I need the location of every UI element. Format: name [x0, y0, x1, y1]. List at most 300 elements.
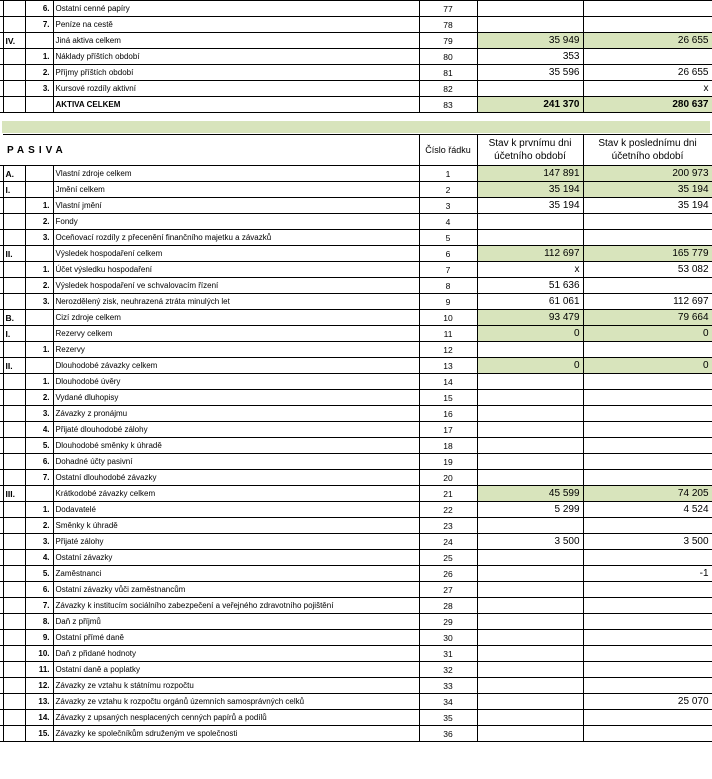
value-last-day [583, 374, 712, 390]
section-label [3, 534, 25, 550]
table-row [0, 486, 712, 502]
section-label [3, 230, 25, 246]
value-last-day: -1 [583, 566, 712, 582]
value-last-day [583, 49, 712, 65]
value-first-day [477, 518, 583, 534]
row-number: 10 [419, 310, 477, 326]
row-number: 21 [419, 486, 477, 502]
row-number: 29 [419, 614, 477, 630]
section-label [3, 662, 25, 678]
section-label [3, 1, 25, 17]
value-first-day [477, 550, 583, 566]
value-first-day: 353 [477, 49, 583, 65]
value-last-day [583, 598, 712, 614]
row-number: 16 [419, 406, 477, 422]
value-first-day: x [477, 262, 583, 278]
section-label [3, 646, 25, 662]
table-row [0, 550, 712, 566]
value-first-day: 35 194 [477, 182, 583, 198]
value-first-day [477, 710, 583, 726]
row-number: 77 [419, 1, 477, 17]
item-number: 4. [25, 422, 53, 438]
value-first-day [477, 470, 583, 486]
table-row [0, 646, 712, 662]
value-last-day [583, 406, 712, 422]
row-label: Ostatní daně a poplatky [53, 662, 419, 678]
row-label: Zaměstnanci [53, 566, 419, 582]
item-number: 7. [25, 17, 53, 33]
section-label [3, 598, 25, 614]
section-label [3, 518, 25, 534]
value-last-day: 25 070 [583, 694, 712, 710]
value-last-day: 0 [583, 358, 712, 374]
value-last-day [583, 454, 712, 470]
section-label [3, 614, 25, 630]
table-row [0, 17, 712, 33]
value-first-day [477, 726, 583, 742]
value-first-day: 0 [477, 358, 583, 374]
section-label: II. [3, 246, 25, 262]
value-last-day [583, 214, 712, 230]
row-label: Peníze na cestě [53, 17, 419, 33]
value-last-day [583, 438, 712, 454]
value-first-day [477, 454, 583, 470]
table-row [0, 678, 712, 694]
table-row [0, 230, 712, 246]
row-label: Jiná aktiva celkem [53, 33, 419, 49]
table-row [0, 582, 712, 598]
row-number: 13 [419, 358, 477, 374]
table-row [0, 310, 712, 326]
row-label: Závazky z upsaných nesplacených cenných papírů a podílů [53, 710, 419, 726]
table-row [0, 534, 712, 550]
row-number: 27 [419, 582, 477, 598]
section-label [3, 214, 25, 230]
section-label [3, 278, 25, 294]
value-last-day: 35 194 [583, 198, 712, 214]
value-first-day: 3 500 [477, 534, 583, 550]
value-first-day [477, 406, 583, 422]
table-row [0, 294, 712, 310]
value-last-day [583, 17, 712, 33]
row-number: 7 [419, 262, 477, 278]
item-number: 3. [25, 81, 53, 97]
row-label: Náklady příštích období [53, 49, 419, 65]
value-last-day: 4 524 [583, 502, 712, 518]
table-row [0, 374, 712, 390]
item-number: 4. [25, 550, 53, 566]
table-row [0, 470, 712, 486]
pasiva-header-row [0, 135, 712, 166]
value-last-day [583, 614, 712, 630]
row-number: 32 [419, 662, 477, 678]
row-number: 8 [419, 278, 477, 294]
row-label: Fondy [53, 214, 419, 230]
item-number: 9. [25, 630, 53, 646]
table-row [0, 502, 712, 518]
table-row [0, 81, 712, 97]
item-number: 13. [25, 694, 53, 710]
value-last-day: 53 082 [583, 262, 712, 278]
row-label: Přijaté dlouhodobé zálohy [53, 422, 419, 438]
value-first-day [477, 582, 583, 598]
row-number: 17 [419, 422, 477, 438]
value-last-day: 74 205 [583, 486, 712, 502]
item-number: 14. [25, 710, 53, 726]
section-label [3, 97, 25, 113]
section-label: III. [3, 486, 25, 502]
value-first-day [477, 598, 583, 614]
value-first-day [477, 438, 583, 454]
table-row [0, 694, 712, 710]
row-number: 81 [419, 65, 477, 81]
value-last-day: 26 655 [583, 65, 712, 81]
section-label [3, 470, 25, 486]
value-first-day [477, 342, 583, 358]
item-number: 2. [25, 278, 53, 294]
row-label: Výsledek hospodaření celkem [53, 246, 419, 262]
row-label: Daň z přidané hodnoty [53, 646, 419, 662]
table-row [0, 166, 712, 182]
item-number: 3. [25, 406, 53, 422]
section-label [3, 678, 25, 694]
value-first-day [477, 230, 583, 246]
value-last-day: 112 697 [583, 294, 712, 310]
row-number: 30 [419, 630, 477, 646]
value-first-day [477, 694, 583, 710]
item-number: 1. [25, 262, 53, 278]
header-row-number: Číslo řádku [419, 135, 477, 166]
table-row [0, 422, 712, 438]
table-row [0, 326, 712, 342]
row-number: 34 [419, 694, 477, 710]
row-label: AKTIVA CELKEM [53, 97, 419, 113]
table-row [0, 406, 712, 422]
row-label: Směnky k úhradě [53, 518, 419, 534]
section-separator [2, 121, 710, 133]
row-label: Závazky k institucím sociálního zabezpečení a veřejného zdravotního pojištění [53, 598, 419, 614]
value-last-day [583, 422, 712, 438]
table-row [0, 438, 712, 454]
value-last-day: 165 779 [583, 246, 712, 262]
table-row [0, 262, 712, 278]
table-row [0, 198, 712, 214]
value-first-day [477, 678, 583, 694]
value-last-day: 26 655 [583, 33, 712, 49]
value-last-day: x [583, 81, 712, 97]
value-last-day [583, 726, 712, 742]
item-number [25, 358, 53, 374]
value-last-day [583, 390, 712, 406]
item-number: 2. [25, 518, 53, 534]
value-first-day: 35 949 [477, 33, 583, 49]
row-number: 28 [419, 598, 477, 614]
header-last-day: Stav k poslednímu dni účetního období [583, 135, 712, 166]
value-last-day: 280 637 [583, 97, 712, 113]
section-label [3, 582, 25, 598]
table-row [0, 630, 712, 646]
section-label: I. [3, 182, 25, 198]
value-last-day: 200 973 [583, 166, 712, 182]
row-label: Dlouhodobé úvěry [53, 374, 419, 390]
row-label: Ostatní závazky [53, 550, 419, 566]
section-label: II. [3, 358, 25, 374]
value-first-day: 61 061 [477, 294, 583, 310]
row-label: Rezervy celkem [53, 326, 419, 342]
row-number: 9 [419, 294, 477, 310]
row-number: 4 [419, 214, 477, 230]
section-label [3, 81, 25, 97]
value-last-day: 35 194 [583, 182, 712, 198]
row-number: 11 [419, 326, 477, 342]
row-label: Ostatní závazky vůči zaměstnancům [53, 582, 419, 598]
row-number: 5 [419, 230, 477, 246]
section-label [3, 17, 25, 33]
item-number: 6. [25, 582, 53, 598]
section-label [3, 726, 25, 742]
row-label: Jmění celkem [53, 182, 419, 198]
value-last-day [583, 518, 712, 534]
row-number: 6 [419, 246, 477, 262]
value-first-day: 0 [477, 326, 583, 342]
row-number: 80 [419, 49, 477, 65]
table-row [0, 598, 712, 614]
row-number: 82 [419, 81, 477, 97]
row-number: 36 [419, 726, 477, 742]
section-label: I. [3, 326, 25, 342]
row-label: Výsledek hospodaření ve schvalovacím řízení [53, 278, 419, 294]
pasiva-title: PASIVA [3, 135, 419, 166]
value-first-day: 241 370 [477, 97, 583, 113]
table-row [0, 97, 712, 113]
row-label: Účet výsledku hospodaření [53, 262, 419, 278]
row-number: 31 [419, 646, 477, 662]
table-row [0, 65, 712, 81]
row-number: 15 [419, 390, 477, 406]
row-label: Dlouhodobé závazky celkem [53, 358, 419, 374]
row-label: Vlastní zdroje celkem [53, 166, 419, 182]
section-label [3, 694, 25, 710]
value-last-day [583, 230, 712, 246]
item-number: 1. [25, 342, 53, 358]
value-last-day [583, 278, 712, 294]
section-label: IV. [3, 33, 25, 49]
section-label [3, 422, 25, 438]
section-label [3, 65, 25, 81]
section-label [3, 342, 25, 358]
item-number [25, 97, 53, 113]
item-number: 2. [25, 65, 53, 81]
section-label [3, 438, 25, 454]
row-number: 22 [419, 502, 477, 518]
row-label: Ostatní cenné papíry [53, 1, 419, 17]
value-first-day: 51 636 [477, 278, 583, 294]
item-number [25, 310, 53, 326]
row-label: Ostatní dlouhodobé závazky [53, 470, 419, 486]
table-row [0, 246, 712, 262]
value-last-day: 3 500 [583, 534, 712, 550]
section-label [3, 294, 25, 310]
row-label: Příjmy příštích období [53, 65, 419, 81]
row-label: Ostatní přímé daně [53, 630, 419, 646]
section-label [3, 454, 25, 470]
item-number: 15. [25, 726, 53, 742]
row-number: 14 [419, 374, 477, 390]
item-number: 6. [25, 454, 53, 470]
section-label [3, 710, 25, 726]
section-label [3, 198, 25, 214]
item-number: 11. [25, 662, 53, 678]
row-number: 1 [419, 166, 477, 182]
section-label [3, 566, 25, 582]
table-row [0, 454, 712, 470]
item-number: 10. [25, 646, 53, 662]
row-label: Dodavatelé [53, 502, 419, 518]
table-row [0, 390, 712, 406]
section-label [3, 630, 25, 646]
value-first-day [477, 214, 583, 230]
value-last-day [583, 630, 712, 646]
value-last-day [583, 646, 712, 662]
row-label: Závazky ke společníkům sdruženým ve společnosti [53, 726, 419, 742]
value-first-day [477, 1, 583, 17]
row-label: Krátkodobé závazky celkem [53, 486, 419, 502]
section-label [3, 406, 25, 422]
row-number: 33 [419, 678, 477, 694]
value-first-day: 45 599 [477, 486, 583, 502]
row-label: Vlastní jmění [53, 198, 419, 214]
row-label: Dohadné účty pasivní [53, 454, 419, 470]
row-number: 26 [419, 566, 477, 582]
value-first-day: 35 194 [477, 198, 583, 214]
value-first-day [477, 662, 583, 678]
item-number [25, 246, 53, 262]
value-first-day [477, 390, 583, 406]
table-row [0, 726, 712, 742]
item-number: 7. [25, 598, 53, 614]
item-number [25, 326, 53, 342]
table-row [0, 518, 712, 534]
section-label [3, 550, 25, 566]
row-number: 2 [419, 182, 477, 198]
value-first-day [477, 630, 583, 646]
row-label: Nerozdělený zisk, neuhrazená ztráta minulých let [53, 294, 419, 310]
value-last-day [583, 1, 712, 17]
row-label: Daň z příjmů [53, 614, 419, 630]
item-number [25, 166, 53, 182]
row-number: 25 [419, 550, 477, 566]
header-first-day: Stav k prvnímu dni účetního období [477, 135, 583, 166]
row-label: Vydané dluhopisy [53, 390, 419, 406]
table-row [0, 566, 712, 582]
item-number: 1. [25, 49, 53, 65]
row-label: Závazky ze vztahu k státnímu rozpočtu [53, 678, 419, 694]
row-label: Rezervy [53, 342, 419, 358]
value-first-day: 112 697 [477, 246, 583, 262]
row-label: Závazky z pronájmu [53, 406, 419, 422]
pasiva-table [0, 134, 712, 742]
item-number: 8. [25, 614, 53, 630]
value-first-day: 147 891 [477, 166, 583, 182]
item-number: 2. [25, 214, 53, 230]
section-label [3, 390, 25, 406]
value-last-day [583, 582, 712, 598]
value-first-day [477, 81, 583, 97]
table-row [0, 662, 712, 678]
row-number: 3 [419, 198, 477, 214]
value-first-day [477, 646, 583, 662]
table-row [0, 358, 712, 374]
row-number: 18 [419, 438, 477, 454]
value-first-day [477, 614, 583, 630]
item-number: 3. [25, 534, 53, 550]
row-number: 19 [419, 454, 477, 470]
item-number [25, 182, 53, 198]
table-row [0, 278, 712, 294]
item-number: 6. [25, 1, 53, 17]
table-row [0, 49, 712, 65]
item-number: 2. [25, 390, 53, 406]
item-number [25, 486, 53, 502]
row-label: Přijaté zálohy [53, 534, 419, 550]
table-row [0, 342, 712, 358]
item-number: 7. [25, 470, 53, 486]
section-label [3, 49, 25, 65]
value-last-day [583, 550, 712, 566]
section-label [3, 374, 25, 390]
item-number: 1. [25, 374, 53, 390]
value-first-day: 93 479 [477, 310, 583, 326]
item-number: 5. [25, 566, 53, 582]
row-label: Kursové rozdíly aktivní [53, 81, 419, 97]
row-number: 24 [419, 534, 477, 550]
row-number: 83 [419, 97, 477, 113]
row-number: 20 [419, 470, 477, 486]
section-label: B. [3, 310, 25, 326]
row-label: Dlouhodobé směnky k úhradě [53, 438, 419, 454]
value-last-day [583, 662, 712, 678]
value-first-day: 35 596 [477, 65, 583, 81]
row-label: Oceňovací rozdíly z přecenění finančního majetku a závazků [53, 230, 419, 246]
value-first-day [477, 422, 583, 438]
value-first-day [477, 17, 583, 33]
item-number: 1. [25, 198, 53, 214]
row-number: 79 [419, 33, 477, 49]
value-first-day [477, 566, 583, 582]
row-label: Závazky ze vztahu k rozpočtu orgánů územních samosprávných celků [53, 694, 419, 710]
value-last-day [583, 678, 712, 694]
aktiva-table [0, 0, 712, 113]
value-last-day [583, 470, 712, 486]
table-row [0, 710, 712, 726]
item-number: 12. [25, 678, 53, 694]
row-number: 23 [419, 518, 477, 534]
table-row [0, 614, 712, 630]
value-last-day: 0 [583, 326, 712, 342]
item-number [25, 33, 53, 49]
value-first-day: 5 299 [477, 502, 583, 518]
table-row [0, 33, 712, 49]
section-label [3, 262, 25, 278]
table-row [0, 182, 712, 198]
item-number: 1. [25, 502, 53, 518]
section-label [3, 502, 25, 518]
value-first-day [477, 374, 583, 390]
value-last-day: 79 664 [583, 310, 712, 326]
value-last-day [583, 710, 712, 726]
row-number: 35 [419, 710, 477, 726]
item-number: 5. [25, 438, 53, 454]
